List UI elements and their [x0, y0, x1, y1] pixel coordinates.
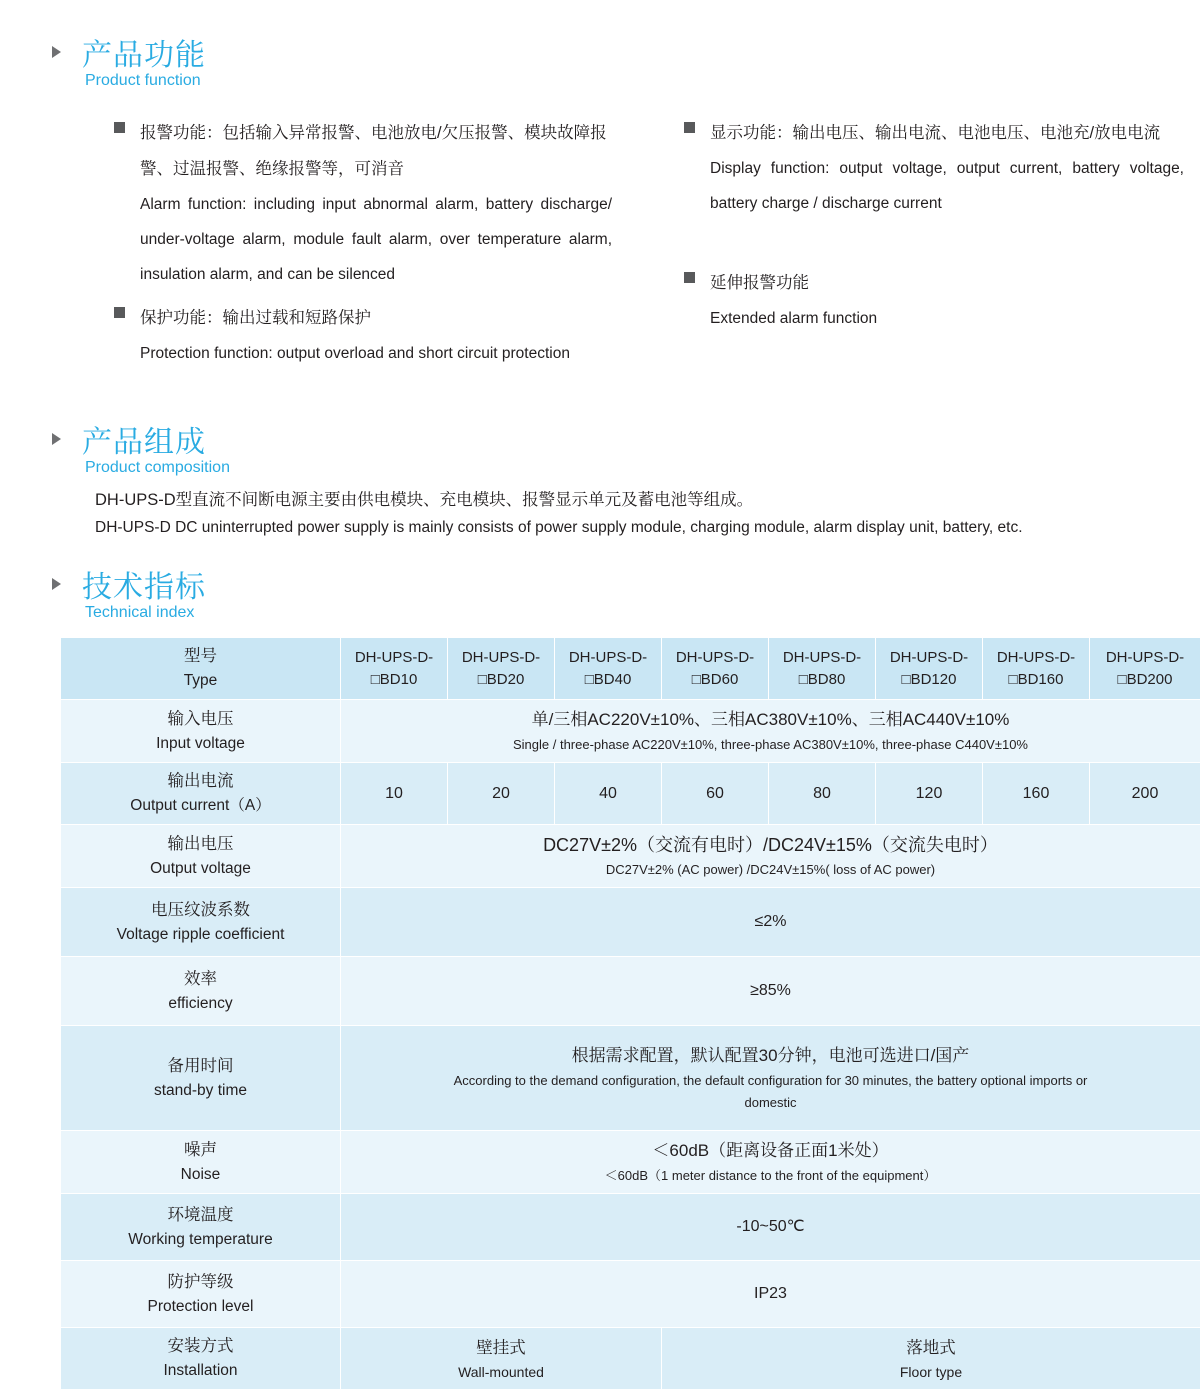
row-label: [61, 1194, 341, 1261]
row-label-en: Output current（A）: [130, 797, 271, 814]
install-value-en: Floor type: [899, 1363, 963, 1380]
model-header-cell: DH-UPS-D-□BD40: [555, 638, 662, 700]
feature-right-2: [684, 265, 1184, 336]
table-header-label: [61, 638, 341, 700]
row-label-en: Noise: [180, 1165, 221, 1183]
row-label-cn: 防护等级: [167, 1272, 234, 1291]
section-title-en: Technical index: [85, 604, 195, 621]
row-value-cell: 160: [983, 763, 1090, 825]
row-label-cn: 输出电压: [167, 834, 234, 853]
table-row: [61, 1194, 1201, 1261]
row-label-en: stand-by time: [153, 1081, 248, 1099]
triangle-bullet-icon: [52, 433, 61, 445]
row-label-en: Output voltage: [150, 859, 251, 877]
row-value: [341, 1261, 1201, 1328]
row-value-en: According to the demand configuration, the default configuration for 30 minutes, the battery optional imports or domestic: [453, 1073, 1088, 1110]
row-value: [341, 700, 1201, 763]
row-value: [341, 1131, 1201, 1194]
row-label: [61, 957, 341, 1026]
row-value-en: DC27V±2% (AC power) /DC24V±15%( loss of AC power): [605, 862, 936, 877]
row-label: [61, 1026, 341, 1131]
triangle-bullet-icon: [52, 46, 61, 58]
square-bullet-icon: [114, 307, 125, 318]
row-label-cn: 噪声: [184, 1140, 217, 1159]
row-label-en: Working temperature: [128, 1230, 273, 1248]
feature-text-en: Display function: output voltage, output current, battery voltage, battery charge / discharge current: [710, 160, 1184, 212]
model-header-cell: DH-UPS-D-□BD80: [769, 638, 876, 700]
feature-text-en: Protection function: output overload and short circuit protection: [140, 345, 570, 362]
row-value-cn: ≥85%: [750, 982, 791, 999]
row-value: [341, 888, 1201, 957]
row-label-en: Protection level: [147, 1297, 254, 1315]
row-label-en: Input voltage: [156, 734, 245, 752]
section-title-cn: 技术指标: [82, 571, 206, 604]
model-header-cell: DH-UPS-D-□BD10: [341, 638, 448, 700]
feature-left-1: [114, 115, 612, 292]
feature-left-2: [114, 300, 612, 371]
row-label: [61, 1131, 341, 1194]
row-label: [61, 888, 341, 957]
row-value-cell: 60: [662, 763, 769, 825]
model-header-cell: DH-UPS-D-□BD120: [876, 638, 983, 700]
install-value-en: Wall-mounted: [458, 1363, 544, 1380]
section-title-cn: 产品功能: [82, 39, 206, 72]
row-label-cn: 安装方式: [167, 1337, 234, 1355]
technical-index-table: [60, 637, 1201, 1390]
square-bullet-icon: [114, 122, 125, 133]
row-value-en: ＜60dB（1 meter distance to the front of the equipment）: [604, 1168, 937, 1183]
row-label: [61, 825, 341, 888]
feature-text-en: Alarm function: including input abnormal alarm, battery discharge/ under-voltage alarm, module fault alarm, over temperature alarm, insulation alarm, and can be silenced: [140, 196, 612, 283]
table-header-row: [61, 638, 1201, 700]
row-value-cn: 单/三相AC220V±10%、三相AC380V±10%、三相AC440V±10%: [531, 710, 1010, 729]
composition-text-cn: DH-UPS-D型直流不间断电源主要由供电模块、充电模块、报警显示单元及蓄电池等组成。: [95, 491, 754, 509]
row-value: [341, 957, 1201, 1026]
row-label: [61, 1261, 341, 1328]
row-value-cn: IP23: [754, 1285, 787, 1302]
row-label-cn: 备用时间: [167, 1056, 234, 1075]
row-value-cn: ≤2%: [754, 913, 787, 930]
install-value-cn: 落地式: [906, 1338, 956, 1357]
row-label: [61, 763, 341, 825]
row-label: [61, 1328, 341, 1390]
feature-text-cn: 报警功能：包括输入异常报警、电池放电/欠压报警、模块故障报警、过温报警、绝缘报警等，可消音: [140, 124, 607, 178]
row-value-cell: 200: [1090, 763, 1201, 825]
header-label-en: Type: [183, 672, 218, 689]
feature-item: [114, 115, 612, 187]
square-bullet-icon: [684, 122, 695, 133]
model-header-cell: DH-UPS-D-□BD200: [1090, 638, 1201, 700]
row-label-cn: 输入电压: [167, 709, 234, 728]
table-row: [61, 1328, 1201, 1390]
row-value-cn: -10~50℃: [736, 1218, 805, 1235]
model-header-cell: DH-UPS-D-□BD60: [662, 638, 769, 700]
row-value-cell: 80: [769, 763, 876, 825]
model-header-cell: DH-UPS-D-□BD160: [983, 638, 1090, 700]
row-value: [341, 1194, 1201, 1261]
feature-text-cn: 显示功能：输出电压、输出电流、电池电压、电池充/放电电流: [710, 124, 1161, 142]
row-value-cn: 根据需求配置，默认配置30分钟，电池可选进口/国产: [571, 1046, 970, 1065]
table-row: [61, 700, 1201, 763]
row-label-cn: 输出电流: [167, 772, 234, 790]
feature-text-en: Extended alarm function: [710, 310, 878, 327]
row-value-cell: 10: [341, 763, 448, 825]
triangle-bullet-icon: [52, 578, 61, 590]
row-value: [341, 1026, 1201, 1131]
row-label-cn: 环境温度: [167, 1205, 234, 1224]
row-label-en: efficiency: [168, 994, 233, 1012]
feature-text-cn: 延伸报警功能: [710, 274, 809, 292]
row-label: [61, 700, 341, 763]
table-row: [61, 888, 1201, 957]
model-header-cell: DH-UPS-D-□BD20: [448, 638, 555, 700]
row-value-cell: 20: [448, 763, 555, 825]
table-row: [61, 1131, 1201, 1194]
header-label-cn: 型号: [184, 647, 217, 665]
row-value-cn: DC27V±2%（交流有电时）/DC24V±15%（交流失电时）: [543, 835, 998, 855]
square-bullet-icon: [684, 272, 695, 283]
row-value-en: Single / three-phase AC220V±10%, three-phase AC380V±10%, three-phase C440V±10%: [512, 737, 1028, 752]
table-row: [61, 1026, 1201, 1131]
feature-item: [684, 115, 1184, 151]
table-row: [61, 825, 1201, 888]
feature-item: [114, 300, 612, 336]
row-label-cn: 电压纹波系数: [151, 900, 250, 919]
row-label-cn: 效率: [184, 969, 217, 988]
section-title-cn: 产品组成: [82, 426, 206, 459]
feature-right-1: [684, 115, 1184, 221]
installation-wall-mounted: [341, 1328, 662, 1390]
feature-item: [684, 265, 1184, 301]
install-value-cn: 壁挂式: [476, 1338, 526, 1357]
table-row: [61, 957, 1201, 1026]
composition-text-en: DH-UPS-D DC uninterrupted power supply is mainly consists of power supply module, charging module, alarm display unit, battery, etc.: [95, 519, 1023, 536]
row-value-cn: ＜60dB（距离设备正面1米处）: [652, 1141, 889, 1160]
section-title-en: Product function: [85, 72, 201, 89]
table-row: [61, 1261, 1201, 1328]
row-value-cell: 120: [876, 763, 983, 825]
feature-text-cn: 保护功能：输出过载和短路保护: [140, 309, 371, 327]
row-label-en: Voltage ripple coefficient: [116, 925, 285, 943]
installation-floor-type: [662, 1328, 1201, 1390]
composition-paragraph: [95, 487, 1195, 541]
section-title-en: Product composition: [85, 459, 230, 476]
row-value: [341, 825, 1201, 888]
row-label-en: Installation: [163, 1362, 238, 1379]
row-value-cell: 40: [555, 763, 662, 825]
table-row: [61, 763, 1201, 825]
